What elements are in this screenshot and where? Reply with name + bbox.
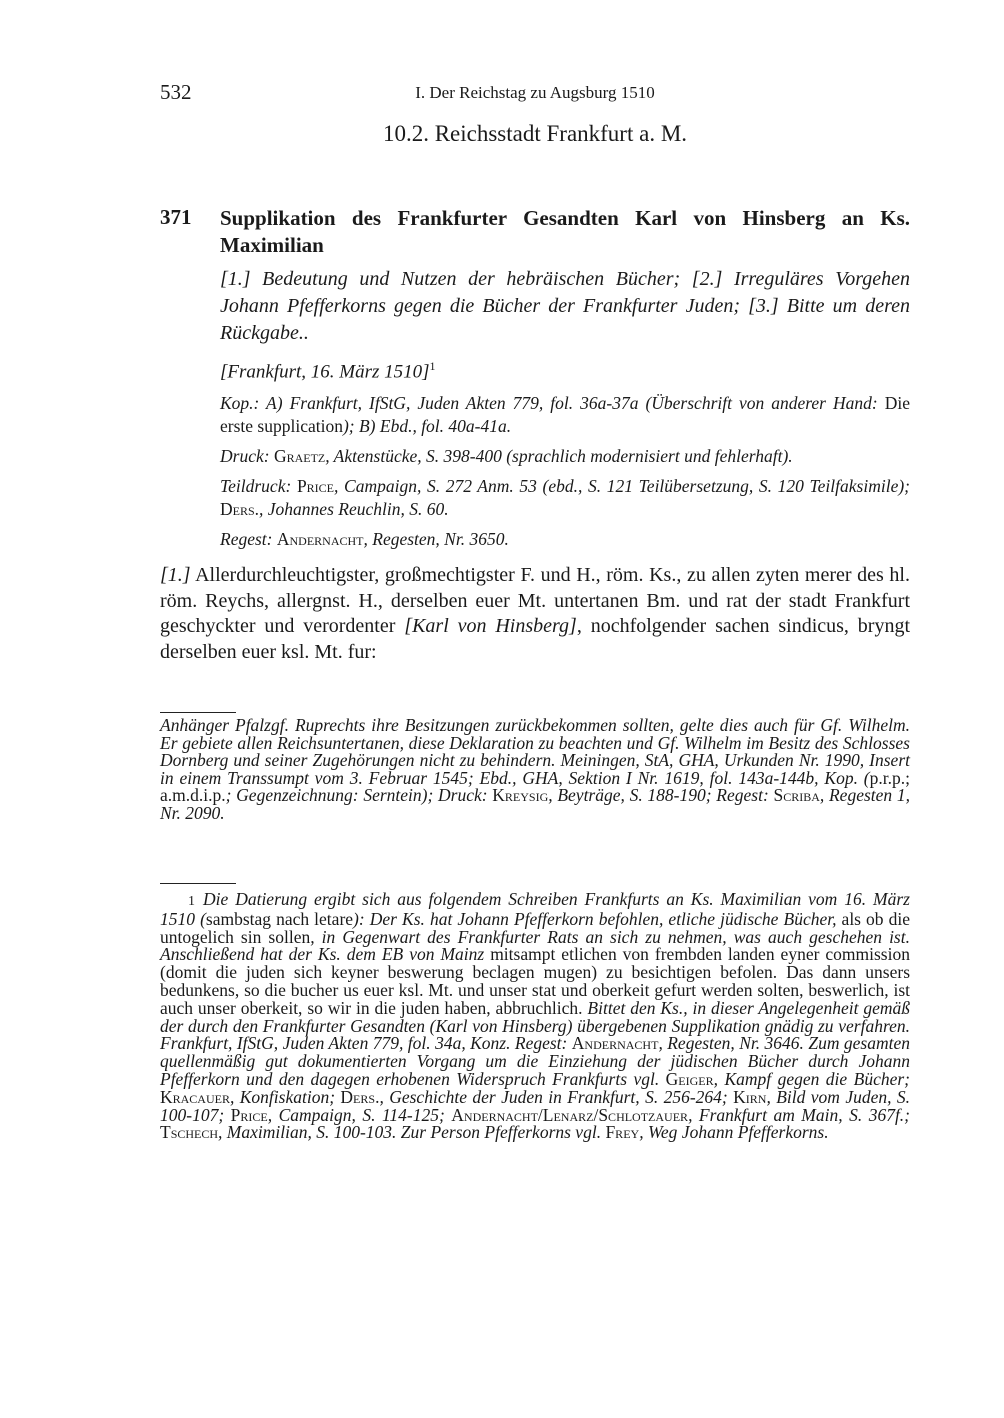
footnote-ref[interactable]: 1 <box>429 359 436 373</box>
teildruck-line <box>220 475 910 521</box>
druck-line <box>220 445 910 468</box>
teildruck-author: Price <box>296 476 335 497</box>
fn1-italic-1: Die Datierung ergibt sich aus folgendem Schreiben Frankfurts an Ks. Maximilian vom 16. März 1510 ( <box>160 889 910 929</box>
fn1-author-3: Kracauer <box>160 1086 230 1107</box>
document-entry <box>160 205 910 551</box>
paragraph-marker: [1.] <box>160 564 191 586</box>
fn-prev-text-2: ; Gegenzeichnung: Serntein); Druck: <box>225 785 493 805</box>
regest-author: Andernacht <box>276 529 364 550</box>
teildruck-author2: Ders. <box>220 499 260 520</box>
page-number: 532 <box>160 80 192 104</box>
footnote-rule-2 <box>160 883 236 884</box>
fn1-italic-6: , Kampf gegen die Bücher; <box>713 1068 910 1089</box>
fn-prev-text-4: , Regesten 1, Nr. 2090. <box>160 785 910 823</box>
fn1-author-1: Andernacht <box>571 1033 659 1054</box>
fn1-italic-2: ): Der Ks. hat Johann Pfefferkorn befohlen, etliche jüdische Bücher, <box>353 908 837 929</box>
footnote-number: 1 <box>188 894 195 909</box>
fn1-author-5: Kirn <box>733 1086 767 1107</box>
footnote-1 <box>160 891 910 1142</box>
fn1-italic-11: , Frankfurt am Main, S. 367f.; <box>688 1104 911 1125</box>
document-date <box>220 353 910 385</box>
fn1-author-7: Andernacht/Lenarz/Schlotzauer <box>451 1104 689 1125</box>
fn1-author-4: Ders. <box>340 1086 380 1107</box>
fn1-italic-7: , Konfiskation; <box>229 1086 341 1107</box>
running-title: I. Der Reichstag zu Augsburg 1510 <box>415 83 655 102</box>
fn-prev-author-1: Kreysig <box>492 785 549 805</box>
footnote-continued <box>160 717 910 822</box>
fn1-italic-4: Bittet den Ks., in dieser Angelegenheit gemäß der durch den Frankfurter Gesandten (Karl von Hinsberg) übergebenen Supplikation gnädig zu verfahren. Frankfurt, IfStG, Juden Akten 779, fol. 34a, Konz. Regest: <box>160 997 910 1054</box>
date-text: [Frankfurt, 16. März 1510] <box>220 361 430 383</box>
fn1-italic-9: , Bild vom Juden, S. 100-107; <box>160 1086 910 1125</box>
fn-prev-author-2: Scriba <box>773 785 820 805</box>
document-metadata <box>220 266 910 551</box>
fn1-author-8: Tschech <box>160 1122 219 1143</box>
fn1-italic-3: , in Gegenwart des Frankfurter Rats an sich zu nehmen, was auch geschehen ist. Anschließend hat der Ks. dem EB von Mainz <box>160 926 910 965</box>
fn1-author-6: Price <box>230 1104 268 1125</box>
document-summary: [1.] Bedeutung und Nutzen der hebräischen Bücher; [2.] Irreguläres Vorgehen Johann Pfefferkorns gegen die Bücher der Frankfurter Juden; [3.] Bitte um deren Rückgabe.. <box>220 268 910 344</box>
teildruck-text: , Campaign, S. 272 Anm. 53 (ebd., S. 121 Teilübersetzung, S. 120 Teilfaksimile); <box>334 476 910 497</box>
fn1-author-9: Frey <box>605 1122 640 1143</box>
regest-text: , Regesten, Nr. 3650. <box>363 529 509 550</box>
kopie-text-b: ); B) Ebd., fol. 40a-41a. <box>342 416 512 437</box>
regest-line <box>220 528 910 551</box>
body-text-1: Allerdurchleuchtigster, großmechtigster F. und H., röm. Ks., zu allen zyten merer des hl. röm. Reychs, allergnst. H., derselben euer Mt. untertanen Bm. und rat der stadt Frankfurt geschyckter und verordenter <box>160 564 910 637</box>
kopie-text: Kop.: A) Frankfurt, IfStG, Juden Akten 779, fol. 36a-37a (Überschrift von anderer Hand: <box>220 393 885 414</box>
fn1-upright-3: mitsampt etlichen von frembden landen eyner commission (domit die juden sich keyner beswerung beclagen mugen) zu besichtigen befolen. Das dann unsers bedunkens, so die bucher us euer ksl. Mt. und unser stat und oberkeit gefurt werden solten, beswerlich, ist auch unser oberkeit, so wir in die juden haben, abbruchlich. <box>160 944 910 1018</box>
druck-author: Graetz <box>273 446 326 467</box>
druck-text: , Aktenstücke, S. 398-400 (sprachlich modernisiert und fehlerhaft). <box>325 446 793 467</box>
druck-label: Druck: <box>220 446 274 467</box>
document-number: 371 <box>160 205 192 229</box>
fn-prev-text-1: Anhänger Pfalzgf. Ruprechts ihre Besitzungen zurückbekommen sollten, gelte dies auch für Gf. Wilhelm. Er gebiete allen Reichsuntertanen, diese Deklaration zu beachten und Gf. Wilhelm im Besitz des Schlosses Dornberg und seiner Zugehörungen nicht zu behindern. Meiningen, StA, GHA, Urkunden Nr. 1990, Insert in einem Transsumpt vom 3. Februar 1545; Ebd., GHA, Sektion I Nr. 1619, fol. 143a-144b, Kop. ( <box>160 715 910 788</box>
body-name: [Karl von Hinsberg] <box>404 615 577 637</box>
regest-label: Regest: <box>220 529 277 550</box>
fn1-italic-10: , Campaign, S. 114-125; <box>267 1104 452 1125</box>
fn1-author-2: Geiger <box>665 1068 714 1089</box>
fn-prev-text-3: , Beyträge, S. 188-190; Regest: <box>548 785 774 805</box>
running-head <box>160 80 910 108</box>
kopie-quote: Die erste supplication <box>220 393 910 437</box>
fn1-upright-2: als ob die untogelich sin sollen <box>160 908 910 947</box>
fn1-italic-5: , Regesten, Nr. 3646. Zum gesamten quellenmäßig gut dokumentierten Vorgang um die Einziehung der jüdischen Bücher durch Johann Pfefferkorn und den dagegen erhobenen Widerspruch Frankfurts vgl. <box>160 1033 910 1089</box>
body-text-2: , nochfolgender sachen sindicus, bryngt derselben euer ksl. Mt. fur: <box>160 615 910 663</box>
fn-prev-upright: p.r.p.; a.m.d.i.p. <box>160 767 910 805</box>
document-title: Supplikation des Frankfurter Gesandten Karl von Hinsberg an Ks. Maximilian <box>220 206 910 257</box>
section-heading: 10.2. Reichsstadt Frankfurt a. M. <box>382 121 688 146</box>
teildruck-text2: , Johannes Reuchlin, S. 60. <box>259 499 449 520</box>
fn1-upright-1: sambstag nach letare <box>205 908 354 929</box>
fn1-italic-12: , Maximilian, S. 100-103. Zur Person Pfefferkorns vgl. <box>218 1122 606 1143</box>
fn1-italic-8: , Geschichte der Juden in Frankfurt, S. 256-264; <box>379 1086 734 1107</box>
kopie-line <box>220 392 910 438</box>
fn1-italic-13: , Weg Johann Pfefferkorns. <box>639 1122 829 1143</box>
body-paragraph <box>160 563 910 665</box>
teildruck-label: Teildruck: <box>220 476 297 497</box>
footnote-rule <box>160 712 236 713</box>
